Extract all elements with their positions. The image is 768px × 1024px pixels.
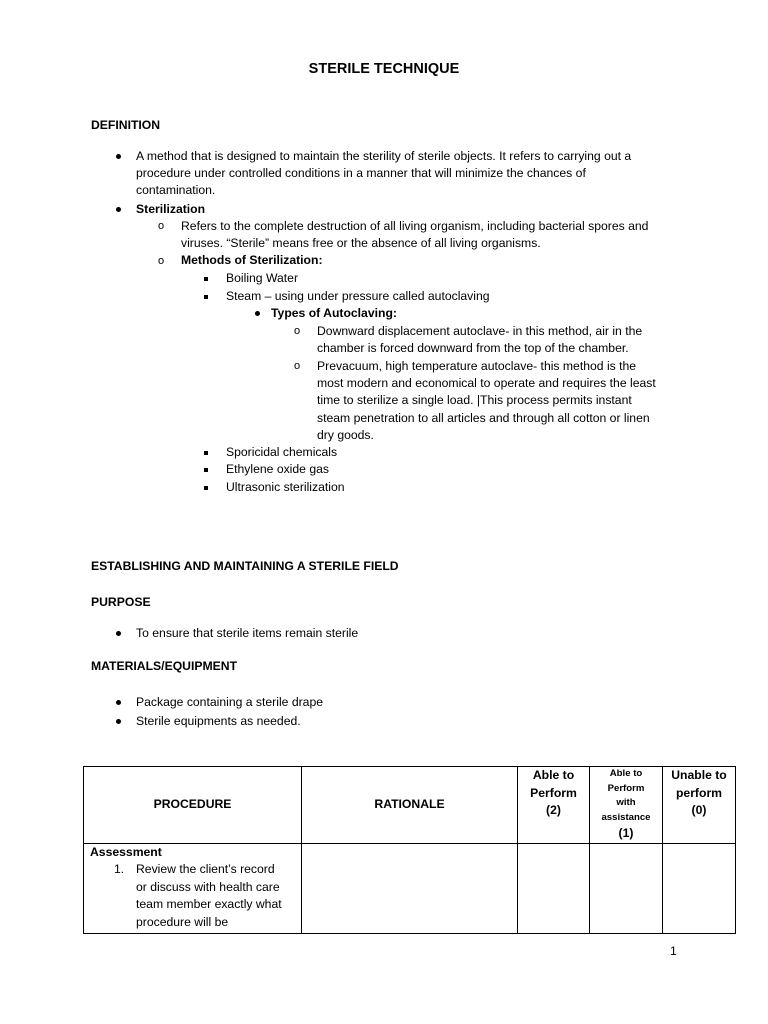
sterilization-label: Sterilization — [136, 202, 206, 216]
methods-label: Methods of Sterilization: — [181, 253, 323, 267]
material-item: Package containing a sterile drape — [136, 695, 323, 709]
step-number: 1. — [114, 862, 125, 876]
circle-bullet-icon: o — [158, 255, 165, 267]
able-header — [518, 767, 590, 844]
assistance-header-line: Perform — [607, 782, 645, 794]
able-header-line: Able to — [532, 768, 575, 782]
assistance-header-line: assistance — [601, 811, 651, 823]
unable-cell — [663, 843, 736, 934]
circle-bullet-icon: o — [158, 220, 165, 232]
assessment-label: Assessment — [90, 844, 162, 859]
definition-heading: DEFINITION — [91, 118, 161, 132]
step-line: or discuss with health care — [136, 879, 280, 894]
rationale-header: RATIONALE — [302, 767, 518, 844]
refers-line: viruses. “Sterile” means free or the absence of all living organisms. — [181, 236, 541, 250]
unable-header-line: perform — [675, 785, 723, 800]
assistance-score: (1) — [618, 826, 634, 840]
refers-line: Refers to the complete destruction of all living organism, including bacterial spores and — [181, 219, 649, 233]
sterile-field-heading: ESTABLISHING AND MAINTAINING A STERILE FIELD — [91, 559, 399, 573]
able-header-line: (2) — [546, 803, 561, 817]
square-bullet-icon — [204, 277, 208, 281]
method-item: Sporicidal chemicals — [226, 445, 338, 459]
circle-bullet-icon: o — [294, 360, 301, 372]
downward-line: Downward displacement autoclave- in this method, air in the — [317, 324, 643, 338]
step-line: procedure will be — [136, 914, 229, 929]
square-bullet-icon — [204, 468, 208, 472]
square-bullet-icon — [204, 295, 208, 299]
unable-header — [663, 767, 736, 844]
method-item: Steam – using under pressure called autoclaving — [226, 289, 490, 303]
method-item: Ultrasonic sterilization — [226, 480, 345, 494]
assistance-header-line: Able to — [609, 768, 643, 779]
bullet-icon — [255, 311, 260, 316]
downward-line: chamber is forced downward from the top of the chamber. — [317, 341, 629, 355]
bullet-icon — [116, 700, 121, 705]
method-item: Boiling Water — [226, 271, 299, 285]
step-line: team member exactly what — [136, 897, 282, 911]
prevacuum-line: most modern and economical to operate and requires the least — [317, 376, 656, 390]
rationale-cell — [302, 843, 518, 934]
page-title: STERILE TECHNIQUE — [308, 61, 460, 77]
material-item: Sterile equipments as needed. — [136, 714, 301, 728]
method-item: Ethylene oxide gas — [226, 462, 329, 476]
bullet-icon — [116, 631, 121, 636]
bullet-icon — [116, 154, 121, 159]
square-bullet-icon — [204, 451, 208, 455]
circle-bullet-icon: o — [294, 325, 301, 337]
definition-line: procedure under controlled conditions in a manner that will minimize the chances of — [136, 166, 586, 180]
bullet-icon — [116, 719, 121, 724]
step-1 — [90, 861, 301, 931]
purpose-heading: PURPOSE — [91, 595, 151, 609]
definition-line: A method that is designed to maintain the sterility of sterile objects. It refers to carrying out a — [136, 149, 632, 163]
assistance-cell — [590, 843, 663, 934]
assistance-header-line: with — [616, 797, 636, 808]
procedure-table — [83, 766, 736, 934]
prevacuum-line: Prevacuum, high temperature autoclave- this method is the — [317, 359, 637, 373]
able-cell — [518, 843, 590, 934]
types-label: Types of Autoclaving: — [271, 306, 397, 320]
unable-header-line: (0) — [691, 803, 707, 817]
purpose-item: To ensure that sterile items remain sterile — [136, 626, 359, 640]
prevacuum-line: steam penetration to all articles and through all cotton or linen — [317, 411, 650, 425]
unable-header-line: Unable to — [671, 768, 727, 782]
materials-heading: MATERIALS/EQUIPMENT — [91, 659, 238, 673]
bullet-icon — [116, 207, 121, 212]
able-header-line: Perform — [530, 785, 577, 800]
procedure-header: PROCEDURE — [84, 767, 302, 844]
prevacuum-line: time to sterilize a single load. |This process permits instant — [317, 393, 632, 407]
table-header-row — [84, 767, 736, 844]
prevacuum-line: dry goods. — [317, 428, 374, 442]
assistance-header — [590, 767, 663, 844]
step-line: Review the client’s record — [136, 862, 275, 876]
square-bullet-icon — [204, 486, 208, 490]
page-number: 1 — [670, 944, 677, 958]
definition-line: contamination. — [136, 183, 216, 197]
procedure-cell — [84, 843, 302, 934]
table-row — [84, 843, 736, 934]
